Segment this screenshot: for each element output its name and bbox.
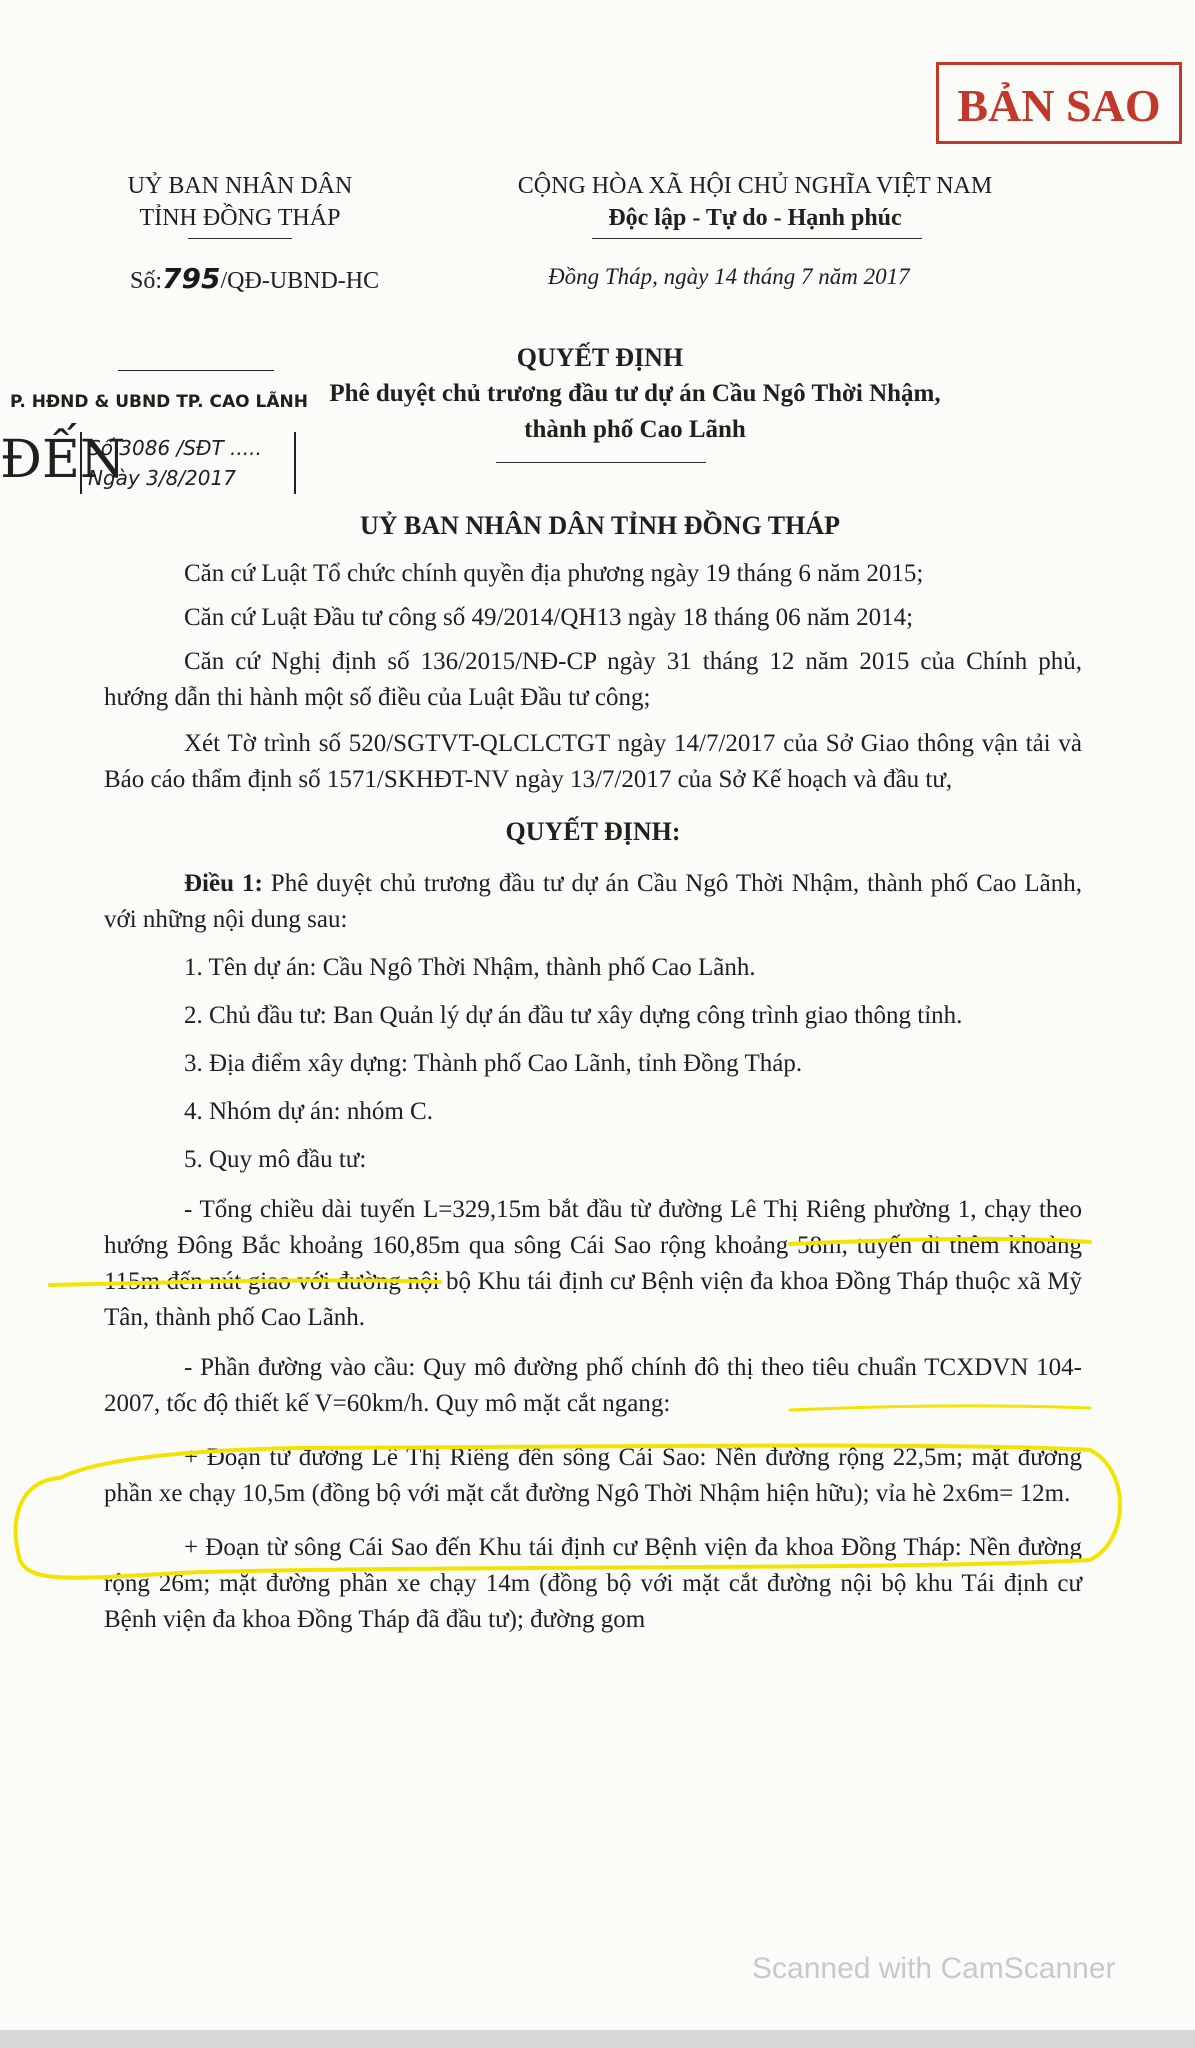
scale-approach-road: - Phần đường vào cầu: Quy mô đường phố chính đô thị theo tiêu chuẩn TCXDVN 104-2007, tốc độ thiết kế V=60km/h. Quy mô mặt cắt ngang: xyxy=(104,1354,1082,1417)
decision-heading: QUYẾT ĐỊNH: xyxy=(505,817,681,846)
issuer-line2: TỈNH ĐỒNG THÁP xyxy=(139,205,341,231)
title-subject-line2: thành phố Cao Lãnh xyxy=(524,416,746,443)
national-motto-line2: Độc lập - Tự do - Hạnh phúc xyxy=(608,205,902,231)
legal-basis-2: Căn cứ Luật Đầu tư công số 49/2014/QH13 ngày 18 tháng 06 năm 2014; xyxy=(184,604,914,631)
item-2: 2. Chủ đầu tư: Ban Quản lý dự án đầu tư xây dựng công trình giao thông tỉnh. xyxy=(184,1002,963,1029)
item-4: 4. Nhóm dự án: nhóm C. xyxy=(184,1098,433,1125)
underline-mark-2 xyxy=(50,1280,440,1285)
authority-heading: UỶ BAN NHÂN DÂN TỈNH ĐỒNG THÁP xyxy=(359,511,841,540)
receipt-number: Số 3086 /SĐT ..... xyxy=(88,436,262,460)
national-motto-line1: CỘNG HÒA XÃ HỘI CHỦ NGHĨA VIỆT NAM xyxy=(517,173,993,199)
encircle-mark xyxy=(16,1446,1120,1578)
item-5: 5. Quy mô đầu tư: xyxy=(184,1146,367,1173)
legal-basis-1: Căn cứ Luật Tổ chức chính quyền địa phương ngày 19 tháng 6 năm 2015; xyxy=(184,560,924,587)
bottom-bar xyxy=(0,2030,1195,2048)
issuer-line1: UỶ BAN NHÂN DÂN xyxy=(127,173,353,199)
document-title: QUYẾT ĐỊNH xyxy=(516,343,684,372)
scale-route-length: - Tổng chiều dài tuyến L=329,15m bắt đầu từ đường Lê Thị Riêng phường 1, chạy theo hướng Đông Bắc khoảng 160,85m qua sông Cái Sao rộng khoảng 58m, tuyến đi thêm khoảng 115m đến nút giao với đường nội bộ Khu tái định cư Bệnh viện đa khoa Đồng Tháp thuộc xã Mỹ Tân, thành phố Cao Lãnh. xyxy=(104,1196,1082,1331)
number-prefix: Số: xyxy=(130,268,163,294)
legal-basis-4: Xét Tờ trình số 520/SGTVT-QLCLCTGT ngày 14/7/2017 của Sở Giao thông vận tải và Báo cáo thẩm định số 1571/SKHĐT-NV ngày 13/7/2017 của Sở Kế hoạch và đầu tư, xyxy=(104,730,1082,793)
scanner-watermark: Scanned with CamScanner xyxy=(752,1952,1116,1985)
underline-mark-1 xyxy=(790,1239,1090,1244)
legal-basis-3: Căn cứ Nghị định số 136/2015/NĐ-CP ngày 31 tháng 12 năm 2015 của Chính phủ, hướng dẫn thi hành một số điều của Luật Đầu tư công; xyxy=(104,648,1082,711)
receipt-org: P. HĐND & UBND TP. CAO LÃNH xyxy=(10,392,308,412)
receipt-den: ĐẾN xyxy=(0,430,126,490)
item-3: 3. Địa điểm xây dựng: Thành phố Cao Lãnh, tỉnh Đồng Tháp. xyxy=(184,1050,803,1077)
article-1-label: Điều 1: xyxy=(184,870,263,897)
scale-segment-1: + Đoạn từ đường Lê Thị Riêng đến sông Cái Sao: Nền đường rộng 22,5m; mặt đường phần xe chạy 10,5m (đồng bộ với mặt cắt đường Ngô Thời Nhậm hiện hữu); vỉa hè 2x6m= 12m. xyxy=(104,1444,1082,1507)
item-1: 1. Tên dự án: Cầu Ngô Thời Nhậm, thành phố Cao Lãnh. xyxy=(184,954,756,981)
receipt-date: Ngày 3/8/2017 xyxy=(88,466,236,490)
title-subject-line1: Phê duyệt chủ trương đầu tư dự án Cầu Ngô Thời Nhậm, xyxy=(329,380,941,407)
number-handwritten: 795 xyxy=(162,262,221,295)
article-1-text: Phê duyệt chủ trương đầu tư dự án Cầu Ngô Thời Nhậm, thành phố Cao Lãnh, với những nội dung sau: xyxy=(104,870,1082,933)
number-suffix: /QĐ-UBND-HC xyxy=(220,268,380,294)
copy-stamp: BẢN SAO xyxy=(936,62,1182,144)
underline-mark-3 xyxy=(790,1406,1090,1410)
date-line: Đồng Tháp, ngày 14 tháng 7 năm 2017 xyxy=(548,264,910,289)
scale-segment-2: + Đoạn từ sông Cái Sao đến Khu tái định cư Bệnh viện đa khoa Đồng Tháp: Nền đường rộng 26m; mặt đường phần xe chạy 14m (đồng bộ với mặt cắt đường nội bộ khu Tái định cư Bệnh viện đa khoa Đồng Tháp đã đầu tư); đường gom xyxy=(104,1534,1082,1633)
